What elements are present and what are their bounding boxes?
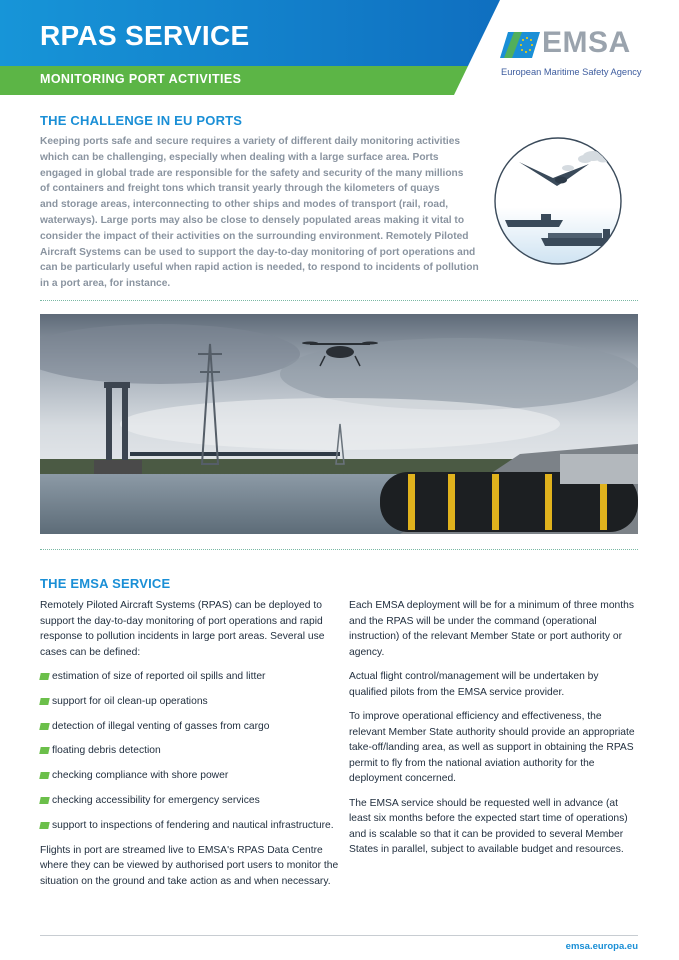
section-divider bbox=[40, 549, 638, 550]
list-item: estimation of size of reported oil spills and litter bbox=[40, 669, 340, 685]
service-left-column bbox=[40, 598, 340, 898]
page-subtitle: MONITORING PORT ACTIVITIES bbox=[40, 72, 242, 86]
text-line: consider the impact of their activities on the surrounding environment. Remotely Piloted bbox=[40, 230, 469, 242]
logo-tagline: European Maritime Safety Agency bbox=[501, 67, 642, 77]
green-bullet-icon bbox=[39, 698, 49, 705]
text-line: which can be challenging, especially when dealing with a large surface area. Ports bbox=[40, 151, 439, 163]
list-item: floating debris detection bbox=[40, 743, 340, 759]
green-bullet-icon bbox=[39, 723, 49, 730]
text-line: waterways). Large ports may also be close to densely populated areas making it vital to bbox=[40, 214, 465, 226]
green-bullet-icon bbox=[39, 772, 49, 779]
port-drone-photo bbox=[40, 314, 638, 534]
list-item: detection of illegal venting of gasses from cargo bbox=[40, 719, 340, 735]
efficiency-paragraph: To improve operational efficiency and effectiveness, the relevant Member State authority should provide an appropriate take-off/landing area, as well as support in obtaining the RPAS permit to fly from the national aviation authority for the deployment concerned. bbox=[349, 711, 635, 784]
green-bullet-icon bbox=[39, 747, 49, 754]
list-item: support to inspections of fendering and nautical infrastructure. bbox=[40, 818, 340, 834]
text-line: of containers and freight tons which transit yearly through the kilometers of quays bbox=[40, 183, 440, 195]
list-item: support for oil clean-up operations bbox=[40, 694, 340, 710]
request-paragraph: The EMSA service should be requested well in advance (at least six months before the expected start time of operations) and is scalable so that it can be provided to several Member States in parallel, subject to available budget and resources. bbox=[349, 797, 628, 855]
text-line: Aircraft Systems can be used to support the day-to-day monitoring of port operations and bbox=[40, 246, 476, 258]
deployment-paragraph: Each EMSA deployment will be for a minimum of three months and the RPAS will be under the command (operational instruction) of the relevant Member State or port authority or agency. bbox=[349, 600, 635, 658]
footer-website-link[interactable]: emsa.europa.eu bbox=[565, 941, 638, 952]
use-case-list bbox=[40, 669, 340, 833]
green-bullet-icon bbox=[39, 822, 49, 829]
page-title: RPAS SERVICE bbox=[40, 20, 250, 51]
drone-ships-illustration bbox=[493, 128, 623, 274]
list-item: checking compliance with shore power bbox=[40, 768, 340, 784]
service-intro: Remotely Piloted Aircraft Systems (RPAS) can be deployed to support the day-to-day monitoring of port operations and rapid response to pollution incidents in large port areas. Several use cases can be defined: bbox=[40, 600, 325, 658]
green-bullet-icon bbox=[39, 797, 49, 804]
text-line: can be particularly useful when rapid action is needed, to respond to incidents of pollution bbox=[40, 262, 479, 274]
flight-control-paragraph: Actual flight control/management will be undertaken by qualified pilots from the EMSA service provider. bbox=[349, 671, 599, 698]
logo-wordmark: EMSA bbox=[542, 26, 631, 59]
challenge-text bbox=[40, 134, 492, 292]
text-line: and storage areas, interconnecting to other ships and modes of transport (rail, road, bbox=[40, 199, 449, 211]
section-divider bbox=[40, 300, 638, 301]
text-line: engaged in global trade are responsible for the safety and security of the many millions bbox=[40, 167, 464, 179]
text-line: in a port area, for instance. bbox=[40, 278, 171, 290]
streaming-paragraph: Flights in port are streamed live to EMSA's RPAS Data Centre where they can be viewed by authorised port users to monitor the situation on the ground and take action as and when necessary. bbox=[40, 844, 339, 887]
list-item: checking accessibility for emergency services bbox=[40, 793, 340, 809]
challenge-heading: THE CHALLENGE IN EU PORTS bbox=[40, 113, 243, 128]
green-bullet-icon bbox=[39, 673, 49, 680]
footer-divider bbox=[40, 935, 638, 936]
service-heading: THE EMSA SERVICE bbox=[40, 576, 171, 591]
text-line: Keeping ports safe and secure requires a variety of different daily monitoring activities bbox=[40, 136, 461, 147]
service-right-column bbox=[349, 598, 639, 867]
